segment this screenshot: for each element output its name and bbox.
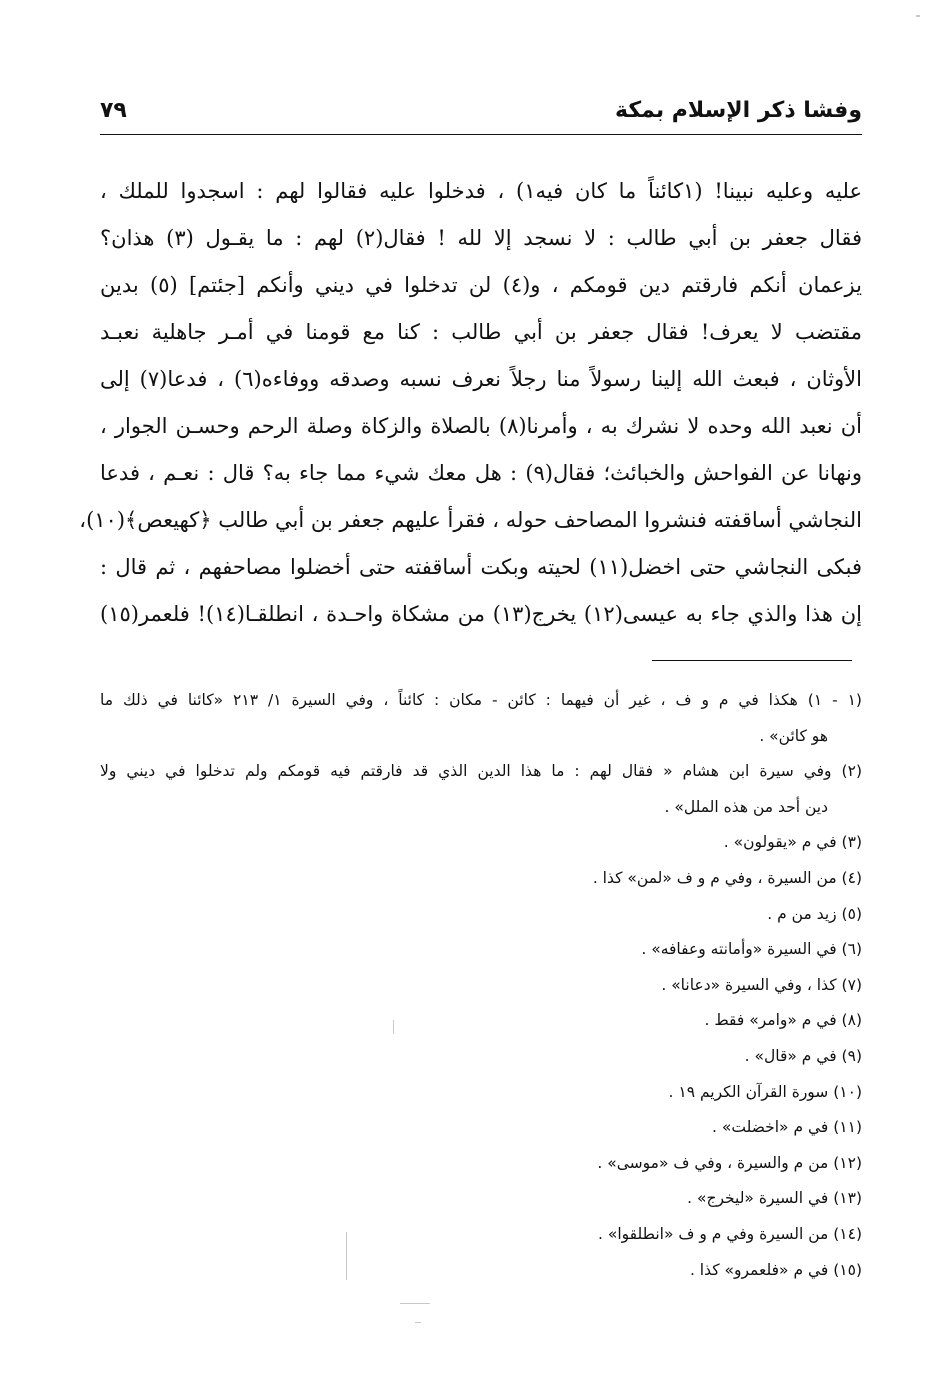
scan-speck [346,1232,347,1280]
footnote: (٥) زيد من م . [767,904,862,923]
footnote-continuation: دين أحد من هذه الملل» . [664,797,828,816]
footnote: (١٥) في م «فلعمرو» كذا . [689,1260,862,1279]
footnote-separator [652,660,852,661]
footnote: (٢) وفي سيرة ابن هشام « فقال لهم : ما هذا الدين الذي قد فارقتم فيه قومكم ولم تدخلوا في ديني ولا [100,762,862,781]
footnote: (٨) في م «وامر» فقط . [704,1011,862,1030]
scan-speck [415,1322,421,1323]
body-line: مقتضب لا يعرف! فقال جعفر بن أبي طالب : كنا مع قومنا في أمـر جاهلية نعبـد [100,320,862,344]
footnote: (٤) من السيرة ، وفي م و ف «لمن» كذا . [592,868,862,887]
body-line: ونهانا عن الفواحش والخبائث؛ فقال(٩) : هل معك شيء مما جاء به؟ قال : نعـم ، فدعا [100,461,862,485]
body-line: أن نعبد الله وحده لا نشرك به ، وأمرنا(٨) بالصلاة والزكاة وصلة الرحم وحسـن الجوار ، [100,414,862,438]
header-rule [100,134,862,135]
footnote: (١٠) سورة القرآن الكريم ١٩ . [668,1082,862,1101]
footnote: (١٣) في السيرة «ليخرج» . [687,1189,862,1208]
footnote: (١ - ١) هكذا في م و ف ، غير أن فيهما : كائن - مكان : كائناً ، وفي السيرة ١/ ٢١٣ «كائنا في ذلك ما [100,691,862,709]
footnote-continuation: هو كائن» . [759,726,828,745]
scan-speck [400,1303,430,1304]
body-line: عليه وعليه نبينا! (١كائناً ما كان فيه١) ، فدخلوا عليه فقالوا لهم : اسجدوا للملك ، [100,179,862,203]
page-number: ٧٩ [100,98,127,123]
body-line: فقال جعفر بن أبي طالب : لا نسجد إلا لله ! فقال(٢) لهم : ما يقـول (٣) هذان؟ [100,226,862,250]
footnote: (٧) كذا ، وفي السيرة «دعانا» . [661,975,862,994]
scan-speck [393,1020,394,1034]
body-line: النجاشي أساقفته فنشروا المصاحف حوله ، فقرأ عليهم جعفر بن أبي طالب ﴿كهيعص﴾(١٠)، [79,508,862,532]
footnote: (٩) في م «قال» . [744,1046,862,1065]
footnote: (١١) في م «اخضلت» . [712,1118,862,1137]
footnotes [100,683,862,1288]
body-line: فبكى النجاشي حتى اخضل(١١) لحيته وبكت أساقفته حتى أخضلوا مصاحفهم ، ثم قال : [100,555,862,579]
footnote: (٣) في م «يقولون» . [723,833,862,852]
body-line: الأوثان ، فبعث الله إلينا رسولاً منا رجلاً نعرف نسبه وصدقه ووفاءه(٦) ، فدعا(٧) إلى [100,367,862,391]
footnote: (١٤) من السيرة وفي م و ف «انطلقوا» . [598,1224,862,1243]
scan-speck [916,15,920,17]
body-text [79,168,862,638]
body-line: إن هذا والذي جاء به عيسى(١٢) يخرج(١٣) من مشكاة واحـدة ، انطلقـا(١٤)! فلعمر(١٥) [100,602,862,626]
running-title: وفشا ذكر الإسلام بمكة [614,98,862,123]
page-header [100,98,862,132]
footnote: (١٢) من م والسيرة ، وفي ف «موسى» . [597,1153,862,1172]
body-line: يزعمان أنكم فارقتم دين قومكم ، و(٤) لن تدخلوا في ديني وأنكم [جئتم] (٥) بدين [100,273,862,297]
footnote: (٦) في السيرة «وأمانته وعفافه» . [641,940,862,959]
